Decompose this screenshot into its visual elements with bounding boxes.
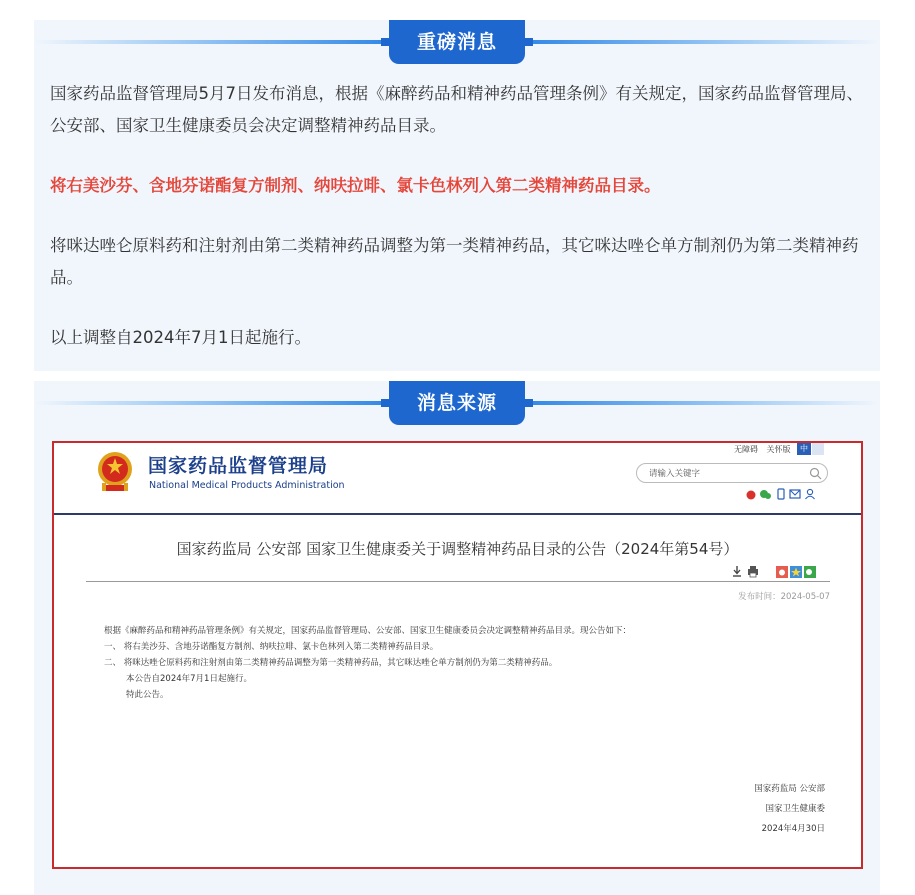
accessibility-link[interactable]: 无障碍 bbox=[734, 445, 758, 454]
body-item-1: 一、 将右美沙芬、含地芬诺酯复方制剂、纳呋拉啡、氯卡色林列入第二类精神药品目录。 bbox=[104, 642, 439, 652]
headline-panel bbox=[34, 20, 880, 371]
source-section-label: 消息来源 bbox=[389, 381, 525, 425]
news-paragraph-4: 以上调整自2024年7月1日起施行。 bbox=[50, 328, 311, 347]
headline-section-label: 重磅消息 bbox=[389, 20, 525, 64]
site-header bbox=[54, 443, 861, 515]
care-mode-link[interactable]: 关怀版 bbox=[766, 445, 791, 454]
site-search-input[interactable] bbox=[636, 463, 828, 483]
mail-icon[interactable] bbox=[790, 490, 800, 498]
body-item-2: 二、 将咪达唑仑原料药和注射剂由第二类精神药品调整为第一类精神药品，其它咪达唑仑单方制剂仍为第二类精神药品。 bbox=[104, 658, 558, 668]
share-qzone-icon[interactable] bbox=[790, 566, 802, 578]
signing-org-1: 国家药监局 公安部 bbox=[754, 784, 825, 794]
search-icon[interactable] bbox=[809, 467, 822, 480]
news-highlight-paragraph: 将右美沙芬、含地芬诺酯复方制剂、纳呋拉啡、氯卡色林列入第二类精神药品目录。 bbox=[50, 176, 661, 195]
share-weibo-icon[interactable] bbox=[776, 566, 788, 578]
language-button-cn[interactable]: 中 bbox=[797, 443, 811, 455]
print-icon[interactable] bbox=[748, 566, 758, 577]
site-name-english: National Medical Products Administration bbox=[149, 480, 345, 491]
signature-block bbox=[754, 779, 825, 839]
signing-date: 2024年4月30日 bbox=[761, 824, 825, 834]
news-paragraph-1: 国家药品监督管理局5月7日发布消息，根据《麻醉药品和精神药品管理条例》有关规定，国家药品监督管理局、公安部、国家卫生健康委员会决定调整精神药品目录。 bbox=[50, 84, 863, 135]
user-icon[interactable] bbox=[806, 489, 815, 499]
source-screenshot-frame bbox=[52, 441, 863, 869]
share-wechat-icon[interactable] bbox=[804, 566, 816, 578]
header-divider bbox=[54, 513, 861, 515]
search-placeholder: 请输入关键字 bbox=[649, 469, 701, 479]
banner-divider-left bbox=[34, 40, 394, 44]
article-tools bbox=[732, 564, 832, 580]
body-intro: 根据《麻醉药品和精神药品管理条例》有关规定，国家药品监督管理局、公安部、国家卫生健康委员会决定调整精神药品目录。现公告如下： bbox=[104, 626, 632, 636]
social-share-icons bbox=[744, 487, 834, 501]
banner-divider-right bbox=[520, 40, 880, 44]
body-effective-date: 本公告自2024年7月1日起施行。 bbox=[126, 674, 252, 684]
weibo-icon[interactable] bbox=[747, 491, 756, 500]
title-divider bbox=[86, 581, 830, 582]
news-paragraph-3: 将咪达唑仑原料药和注射剂由第二类精神药品调整为第一类精神药品，其它咪达唑仑单方制剂仍为第二类精神药品。 bbox=[50, 236, 859, 287]
banner-divider-right bbox=[520, 401, 880, 405]
announcement-body bbox=[104, 623, 631, 703]
top-nav bbox=[734, 444, 797, 455]
site-name: 国家药品监督管理局 bbox=[148, 455, 329, 477]
signing-org-2: 国家卫生健康委 bbox=[765, 804, 825, 814]
source-panel bbox=[34, 381, 880, 895]
national-emblem-icon bbox=[94, 449, 136, 493]
download-icon[interactable] bbox=[733, 566, 741, 576]
mobile-icon[interactable] bbox=[778, 489, 784, 499]
wechat-icon[interactable] bbox=[760, 490, 771, 499]
body-closing: 特此公告。 bbox=[126, 690, 169, 700]
language-button-en[interactable] bbox=[812, 443, 824, 455]
publish-date: 发布时间：2024-05-07 bbox=[738, 592, 830, 602]
announcement-title: 国家药监局 公安部 国家卫生健康委关于调整精神药品目录的公告（2024年第54号） bbox=[176, 540, 739, 558]
banner-divider-left bbox=[34, 401, 394, 405]
